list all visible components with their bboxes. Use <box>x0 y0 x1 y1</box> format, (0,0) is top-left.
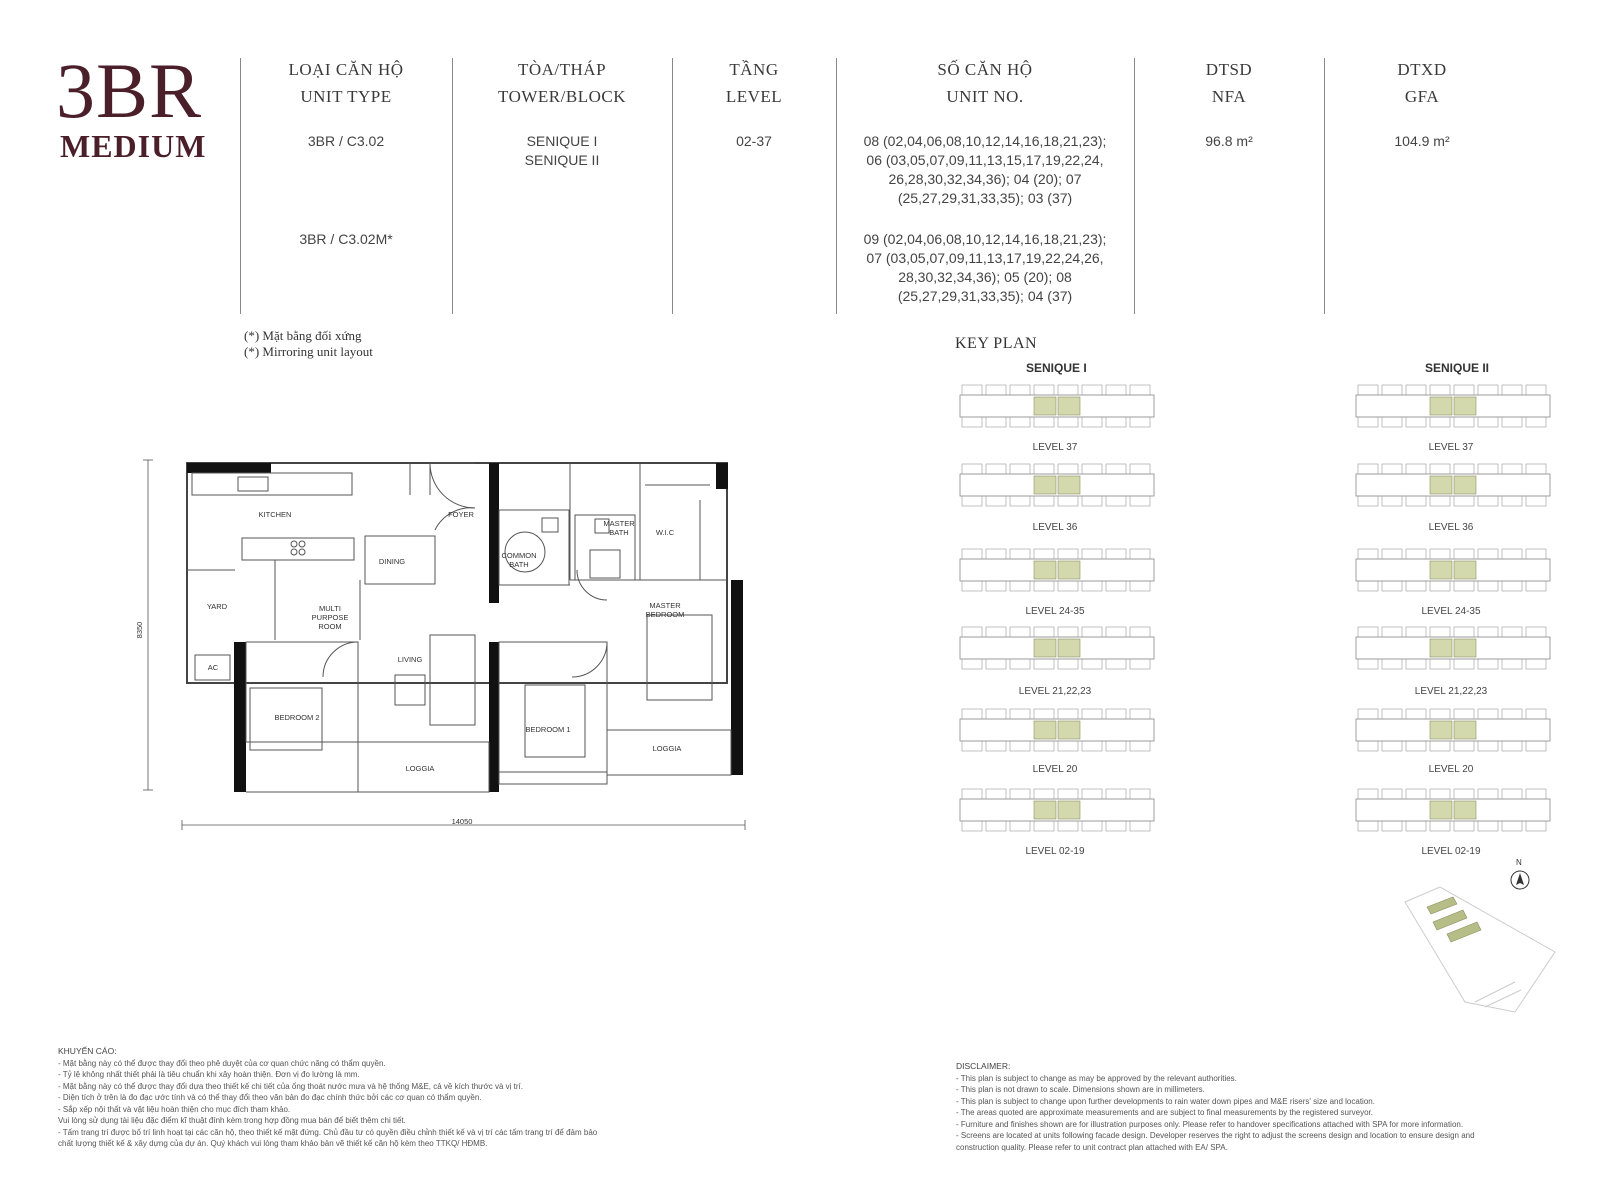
highlighted-unit <box>1430 397 1452 415</box>
disclaimer-vi-heading: KHUYẾN CÁO: <box>58 1046 117 1056</box>
room-loggia-1: LOGGIA <box>405 764 435 773</box>
room-yard: YARD <box>206 602 228 611</box>
room-master-bath-2: BATH <box>609 528 629 537</box>
room-multi-purpose-1: MULTI <box>319 604 341 613</box>
highlighted-unit <box>1430 639 1452 657</box>
keyplan-thumbnail <box>1354 625 1552 673</box>
header-gfa <box>1334 56 1510 110</box>
room-foyer: FOYER <box>448 510 474 519</box>
highlighted-unit <box>1058 397 1080 415</box>
highlighted-unit <box>1454 561 1476 579</box>
header-vi: SỐ CĂN HỘ <box>937 60 1033 79</box>
header-level <box>682 56 826 110</box>
highlighted-unit <box>1430 476 1452 494</box>
floor-plan <box>135 440 780 860</box>
header-en: TOWER/BLOCK <box>498 87 626 106</box>
highlighted-unit <box>1034 561 1056 579</box>
header-nfa <box>1144 56 1314 110</box>
header-tower <box>462 56 662 110</box>
unit-line: 08 (02,04,06,08,10,12,14,16,18,21,23); <box>863 133 1107 149</box>
unit-line: (25,27,29,31,33,35); 03 (37) <box>897 190 1073 206</box>
highlighted-unit <box>1430 561 1452 579</box>
header-en: NFA <box>1211 87 1247 106</box>
highlighted-unit <box>1454 801 1476 819</box>
room-master-bedroom-1: MASTER <box>649 601 681 610</box>
row2-unit-type: 3BR / C3.02M* <box>299 231 393 247</box>
room-master-bath-1: MASTER <box>603 519 635 528</box>
highlighted-unit <box>1058 639 1080 657</box>
keyplan-level-label: LEVEL 36 <box>1032 522 1078 533</box>
highlighted-unit <box>1454 397 1476 415</box>
unit-size-subtitle: MEDIUM <box>60 128 207 164</box>
keyplan-thumbnail <box>958 787 1156 835</box>
row1-nfa: 96.8 m² <box>1205 133 1253 149</box>
disclaimer-line: - Screens are located at units following facade design. Developer reserves the right to adjust the screens design and location to ensure design and <box>956 1131 1475 1140</box>
keyplan-level-label: LEVEL 36 <box>1428 522 1474 533</box>
keyplan-thumbnail <box>1354 787 1552 835</box>
unit-line: 26,28,30,32,34,36); 04 (20); 07 <box>888 171 1082 187</box>
disclaimer-line: Vui lòng sử dụng tài liệu đặc điểm kĩ thuật đính kèm trong hợp đồng mua bán để biết thêm chi tiết. <box>58 1116 406 1125</box>
table-divider <box>1134 58 1135 314</box>
highlighted-unit <box>1058 801 1080 819</box>
highlighted-unit <box>1454 721 1476 739</box>
highlighted-unit <box>1430 801 1452 819</box>
highlighted-unit <box>1058 476 1080 494</box>
highlighted-unit <box>1034 476 1056 494</box>
row1-unit-type: 3BR / C3.02 <box>307 133 385 149</box>
room-master-bedroom-2: BEDROOM <box>645 610 685 619</box>
keyplan-thumbnail <box>958 625 1156 673</box>
disclaimer-line: - Mặt bằng này có thể được thay đổi theo phê duyệt của cơ quan chức năng có thẩm quyền. <box>58 1058 386 1068</box>
highlighted-unit <box>1034 397 1056 415</box>
disclaimer-line: - This plan is not drawn to scale. Dimensions shown are in millimeters. <box>956 1085 1205 1094</box>
room-wic: W.I.C <box>655 528 675 537</box>
keyplan-title: KEY PLAN <box>955 335 1038 352</box>
keyplan-thumbnail <box>1354 462 1552 510</box>
header-en: UNIT TYPE <box>300 87 392 106</box>
room-common-bath-1: COMMON <box>501 551 537 560</box>
unit-line: (25,27,29,31,33,35); 04 (37) <box>897 288 1073 304</box>
room-loggia-2: LOGGIA <box>652 744 682 753</box>
unit-line: 28,30,32,34,36); 05 (20); 08 <box>898 269 1072 285</box>
keyplan-thumbnail <box>958 383 1156 431</box>
keyplan-thumbnail <box>958 707 1156 755</box>
header-en: UNIT NO. <box>946 87 1024 106</box>
disclaimer-line: - Diện tích ở trên là đo đạc ước tính và có thể thay đổi theo văn bản đo đạc chính thức bởi các cơ quan có thẩm quyền. <box>58 1093 482 1102</box>
highlighted-unit <box>1034 721 1056 739</box>
note-line: (*) Mirroring unit layout <box>244 344 373 359</box>
header-en: LEVEL <box>725 87 783 106</box>
highlighted-unit <box>1454 639 1476 657</box>
disclaimer-line: - Tấm trang trí được bố trí linh hoạt tại các căn hộ, theo thiết kế mặt đứng. Chủ đầu tư có quyền điều chỉnh thiết kế và vị trí các tấm trang trí để đảm bảo <box>58 1127 598 1137</box>
room-living: LIVING <box>397 655 423 664</box>
row1-unit-numbers <box>846 132 1124 208</box>
highlighted-unit <box>1058 561 1080 579</box>
room-ac: AC <box>207 663 219 672</box>
keyplan-level-label: LEVEL 20 <box>1032 764 1078 775</box>
header-vi: DTSD <box>1205 60 1253 79</box>
disclaimer-english <box>956 1061 1556 1153</box>
keyplan-thumbnail <box>958 462 1156 510</box>
row1-gfa: 104.9 m² <box>1394 133 1450 149</box>
keyplan-level-label: LEVEL 20 <box>1428 764 1474 775</box>
disclaimer-line: - Sắp xếp nội thất và vật liệu hoàn thiện cho mục đích tham khảo. <box>58 1104 291 1114</box>
disclaimer-line: chất lượng thiết kế & xây dựng của dự án. Quý khách vui lòng tham khảo bản vẽ thiết kế căn hộ kèm theo TTKQ/ HĐMB. <box>58 1139 488 1148</box>
header-unit-type <box>250 56 442 110</box>
highlighted-unit <box>1034 801 1056 819</box>
room-dining: DINING <box>378 557 406 566</box>
keyplan-level-label: LEVEL 02-19 <box>1421 846 1481 857</box>
highlighted-unit <box>1430 721 1452 739</box>
room-multi-purpose-3: ROOM <box>318 622 342 631</box>
header-vi: LOẠI CĂN HỘ <box>288 60 404 79</box>
keyplan-level-label: LEVEL 37 <box>1428 442 1474 453</box>
room-bedroom-2: BEDROOM 2 <box>274 713 320 722</box>
keyplan-thumbnail <box>1354 707 1552 755</box>
keyplan-level-label: LEVEL 24-35 <box>1421 606 1481 617</box>
header-en: GFA <box>1404 87 1440 106</box>
row1-level: 02-37 <box>736 133 772 149</box>
row1-tower-2: SENIQUE II <box>524 152 600 168</box>
header-vi: TÒA/THÁP <box>517 60 607 79</box>
header-vi: DTXD <box>1397 60 1447 79</box>
unit-line: 06 (03,05,07,09,11,13,15,17,19,22,24, <box>866 152 1104 168</box>
keyplan-tower-1: SENIQUE I <box>1026 361 1087 375</box>
highlighted-unit <box>1034 639 1056 657</box>
keyplan-level-label: LEVEL 24-35 <box>1025 606 1085 617</box>
room-multi-purpose-2: PURPOSE <box>311 613 349 622</box>
disclaimer-line: construction quality. Please refer to unit contract plan attached with EA/ SPA. <box>956 1142 1228 1152</box>
table-divider <box>836 58 837 314</box>
keyplan-level-label: LEVEL 21,22,23 <box>1414 686 1488 697</box>
disclaimer-vietnamese <box>58 1046 698 1150</box>
highlighted-unit <box>1454 476 1476 494</box>
keyplan-thumbnail <box>1354 383 1552 431</box>
table-divider <box>1324 58 1325 314</box>
room-common-bath-2: BATH <box>509 560 529 569</box>
disclaimer-line: - Tỷ lệ không nhất thiết phải là tiêu chuẩn khi xây hoàn thiện. Đơn vị đo lường là mm. <box>58 1070 360 1079</box>
keyplan-thumbnail <box>958 547 1156 595</box>
keyplan-level-label: LEVEL 37 <box>1032 442 1078 453</box>
row2-unit-numbers <box>846 230 1124 306</box>
site-plan <box>1395 862 1565 1022</box>
disclaimer-line: - This plan is subject to change upon further developments to rain water down pipes and M&E risers' size and location. <box>956 1096 1375 1106</box>
table-divider <box>672 58 673 314</box>
disclaimer-line: - Mặt bằng này có thể được thay đổi dựa theo thiết kế chi tiết của ống thoát nước mưa và hệ thống M&E, cả về kích thước và vị trí. <box>58 1081 523 1091</box>
note-line: (*) Mặt bằng đối xứng <box>244 328 362 343</box>
disclaimer-en-heading: DISCLAIMER: <box>956 1061 1011 1071</box>
header-unit-no <box>846 56 1124 110</box>
mirroring-note <box>244 328 373 360</box>
height-dimension: 8350 <box>135 621 144 639</box>
keyplan-thumbnail <box>1354 547 1552 595</box>
unit-line: 07 (03,05,07,09,11,13,17,19,22,24,26, <box>866 250 1104 266</box>
disclaimer-line: - The areas quoted are approximate measurements and are subject to final measurements by the registered surveyor. <box>956 1108 1373 1117</box>
unit-type-title: 3BR <box>56 47 203 134</box>
north-label: N <box>1516 858 1522 867</box>
keyplan-level-label: LEVEL 02-19 <box>1025 846 1085 857</box>
row1-tower-1: SENIQUE I <box>526 133 598 149</box>
room-bedroom-1: BEDROOM 1 <box>525 725 571 734</box>
keyplan-level-label: LEVEL 21,22,23 <box>1018 686 1092 697</box>
room-kitchen: KITCHEN <box>258 510 292 519</box>
unit-line: 09 (02,04,06,08,10,12,14,16,18,21,23); <box>863 231 1107 247</box>
header-vi: TẦNG <box>729 60 779 79</box>
disclaimer-line: - This plan is subject to change as may be approved by the relevant authorities. <box>956 1073 1237 1083</box>
width-dimension: 14050 <box>451 817 473 826</box>
table-divider <box>452 58 453 314</box>
table-divider <box>240 58 241 314</box>
disclaimer-line: - Furniture and finishes shown are for illustration purposes only. Please refer to handover specifications attached with SPA for more information. <box>956 1119 1464 1129</box>
keyplan-tower-2: SENIQUE II <box>1425 361 1490 375</box>
highlighted-unit <box>1058 721 1080 739</box>
